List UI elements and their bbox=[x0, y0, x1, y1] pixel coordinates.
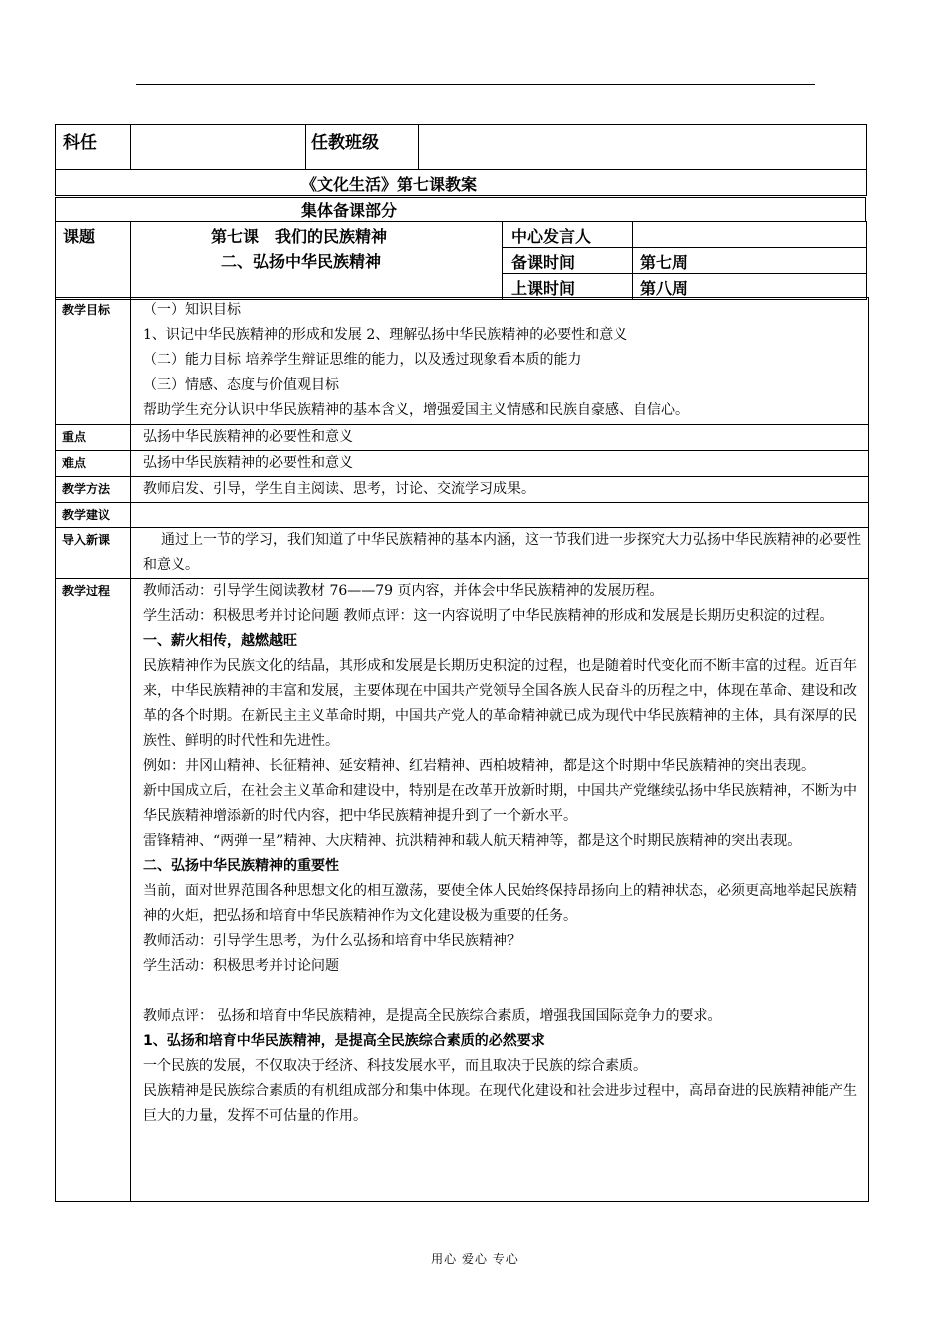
topic-table bbox=[55, 221, 867, 300]
objectives-line: （二）能力目标 培养学生辩证思维的能力，以及透过现象看本质的能力 bbox=[143, 352, 582, 368]
process-heading: 1、弘扬和培育中华民族精神，是提高全民族综合素质的必然要求 bbox=[143, 1033, 545, 1049]
process-paragraph: 雷锋精神、“两弹一星”精神、大庆精神、抗洪精神和载人航天精神等，都是这个时期民族精神的突出表现。 bbox=[143, 833, 802, 849]
class-label: 任教班级 bbox=[306, 125, 419, 170]
objectives-content bbox=[131, 298, 869, 425]
method-label: 教学方法 bbox=[56, 477, 131, 503]
process-label: 教学过程 bbox=[56, 579, 131, 1202]
objectives-line: （三）情感、态度与价值观目标 bbox=[143, 377, 339, 393]
process-paragraph: 民族精神是民族综合素质的有机组成部分和集中体现。在现代化建设和社会进步过程中，高昂奋进的民族精神能产生巨大的力量，发挥不可估量的作用。 bbox=[143, 1083, 857, 1124]
intro-label: 导入新课 bbox=[56, 528, 131, 579]
blank-line bbox=[143, 979, 862, 1004]
suggestion-text bbox=[131, 503, 869, 528]
prep-time-label: 备课时间 bbox=[503, 248, 633, 274]
topic-line-2: 二、弘扬中华民族精神 bbox=[221, 252, 382, 271]
process-paragraph: 当前，面对世界范围各种思想文化的相互激荡，要使全体人民始终保持昂扬向上的精神状态，必须更高地举起民族精神的火炬，把弘扬和培育中华民族精神作为文化建设极为重要的任务。 bbox=[143, 883, 857, 924]
process-paragraph: 例如：井冈山精神、长征精神、延安精神、红岩精神、西柏坡精神，都是这个时期中华民族精神的突出表现。 bbox=[143, 758, 815, 774]
subtitle-table bbox=[55, 197, 866, 222]
class-value bbox=[419, 125, 867, 170]
header-rule bbox=[136, 84, 815, 85]
objectives-line: 帮助学生充分认识中华民族精神的基本含义，增强爱国主义情感和民族自豪感、自信心。 bbox=[143, 402, 689, 418]
process-paragraph: 新中国成立后，在社会主义革命和建设中，特别是在改革开放新时期，中国共产党继续弘扬中华民族精神，不断为中华民族精神增添新的时代内容，把中华民族精神提升到了一个新水平。 bbox=[143, 783, 857, 824]
objectives-label: 教学目标 bbox=[56, 298, 131, 425]
process-heading: 一、薪火相传，越燃越旺 bbox=[143, 633, 297, 649]
subject-label: 科任 bbox=[56, 125, 131, 170]
prep-time-value: 第七周 bbox=[633, 248, 867, 274]
speaker-value bbox=[633, 222, 867, 248]
key-point-label: 重点 bbox=[56, 425, 131, 451]
process-paragraph: 一个民族的发展，不仅取决于经济、科技发展水平，而且取决于民族的综合素质。 bbox=[143, 1058, 647, 1074]
suggestion-label: 教学建议 bbox=[56, 503, 131, 528]
speaker-label: 中心发言人 bbox=[503, 222, 633, 248]
process-paragraph: 教师活动：引导学生阅读教材 76——79 页内容，并体会中华民族精神的发展历程。 bbox=[143, 583, 664, 599]
objectives-line: 1、识记中华民族精神的形成和发展 2、理解弘扬中华民族精神的必要性和意义 bbox=[143, 327, 628, 343]
topic-title bbox=[131, 222, 503, 300]
process-paragraph: 教师点评： 弘扬和培育中华民族精神，是提高全民族综合素质，增强我国国际竞争力的要求。 bbox=[143, 1008, 722, 1024]
process-paragraph: 民族精神作为民族文化的结晶，其形成和发展是长期历史积淀的过程，也是随着时代变化而不断丰富的过程。近百年来，中华民族精神的丰富和发展，主要体现在中国共产党领导全国各族人民奋斗的历程之中，体现在革命、建设和改革的各个时期。在新民主主义革命时期，中国共产党人的革命精神就已成为现代中华民族精神的主体，具有深厚的民族性、鲜明的时代性和先进性。 bbox=[143, 658, 857, 749]
class-time-value: 第八周 bbox=[633, 274, 867, 300]
header-table bbox=[55, 124, 867, 196]
difficulty-label: 难点 bbox=[56, 451, 131, 477]
lesson-table bbox=[55, 297, 869, 1202]
objectives-line: （一）知识目标 bbox=[143, 302, 241, 318]
process-paragraph: 学生活动：积极思考并讨论问题 bbox=[143, 958, 339, 974]
section-subtitle: 集体备课部分 bbox=[56, 198, 866, 222]
class-time-label: 上课时间 bbox=[503, 274, 633, 300]
process-paragraph: 教师活动：引导学生思考，为什么弘扬和培育中华民族精神？ bbox=[143, 933, 521, 949]
process-content bbox=[131, 579, 869, 1202]
page-footer: 用心 爱心 专心 bbox=[431, 1252, 519, 1266]
intro-text: 通过上一节的学习，我们知道了中华民族精神的基本内涵，这一节我们进一步探究大力弘扬中华民族精神的必要性和意义。 bbox=[131, 528, 869, 579]
process-heading: 二、弘扬中华民族精神的重要性 bbox=[143, 858, 339, 874]
key-point-text: 弘扬中华民族精神的必要性和意义 bbox=[131, 425, 869, 451]
topic-label: 课题 bbox=[56, 222, 131, 300]
document-title: 《文化生活》第七课教案 bbox=[56, 170, 867, 196]
method-text: 教师启发、引导，学生自主阅读、思考，讨论、交流学习成果。 bbox=[131, 477, 869, 503]
process-paragraph: 学生活动：积极思考并讨论问题 教师点评：这一内容说明了中华民族精神的形成和发展是长期历史积淀的过程。 bbox=[143, 608, 834, 624]
subject-value bbox=[131, 125, 306, 170]
difficulty-text: 弘扬中华民族精神的必要性和意义 bbox=[131, 451, 869, 477]
topic-line-1: 第七课 我们的民族精神 bbox=[211, 227, 388, 246]
